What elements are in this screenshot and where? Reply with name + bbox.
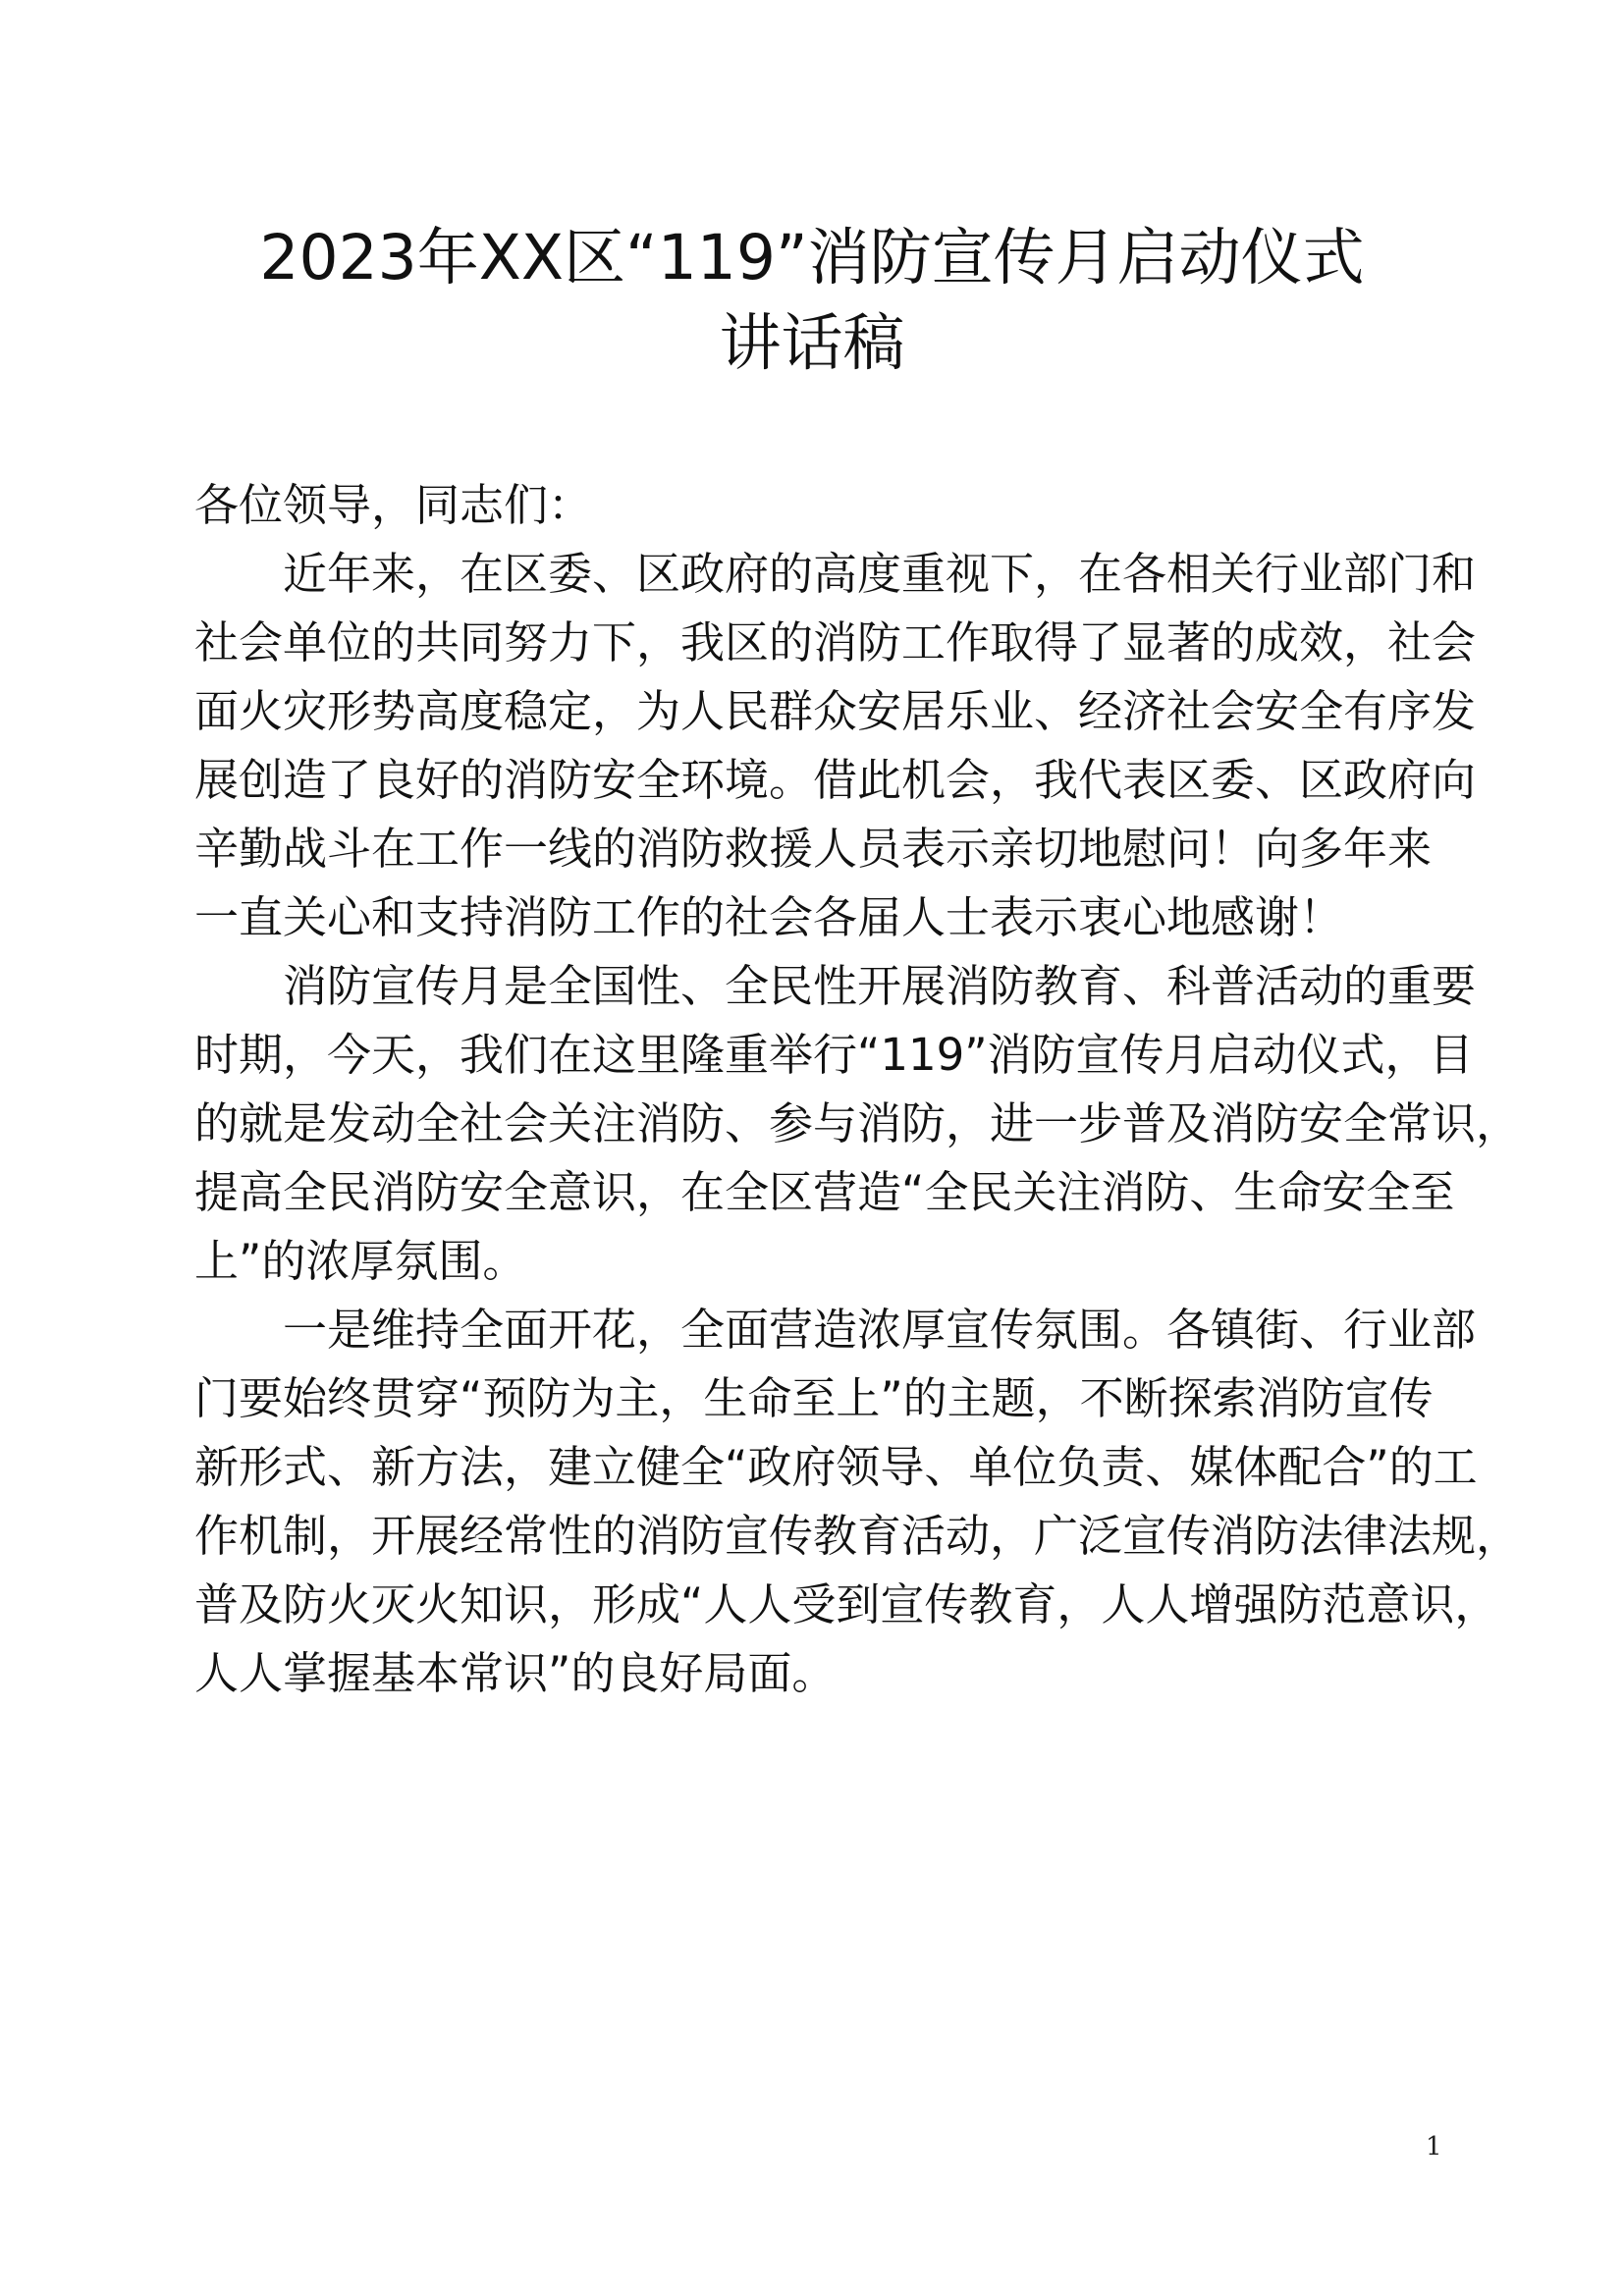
paragraph-1 (194, 540, 1477, 952)
paragraph-line: 时期，今天，我们在这里隆重举行“119”消防宣传月启动仪式，目 (194, 1029, 1474, 1081)
paragraph-line: 展创造了良好的消防安全环境。借此机会，我代表区委、区政府向 (194, 754, 1477, 806)
paragraph-line: 普及防火灭火知识，形成“人人受到宣传教育，人人增强防范意识， (194, 1578, 1499, 1630)
paragraph-3 (194, 1296, 1521, 1708)
paragraph-line: 提高全民消防安全意识，在全区营造“全民关注消防、生命安全至 (194, 1166, 1455, 1218)
document-title-line-2: 讲话稿 (719, 307, 905, 379)
greeting: 各位领导，同志们： (194, 479, 593, 531)
paragraph-line: 上”的浓厚氛围。 (194, 1235, 527, 1287)
paragraph-2 (194, 952, 1521, 1296)
paragraph-line: 新形式、新方法，建立健全“政府领导、单位负责、媒体配合”的工 (194, 1441, 1478, 1493)
paragraph-line: 一直关心和支持消防工作的社会各届人士表示衷心地感谢！ (194, 891, 1344, 943)
paragraph-line: 作机制，开展经常性的消防宣传教育活动，广泛宣传消防法律法规， (194, 1510, 1521, 1562)
paragraph-line: 人人掌握基本常识”的良好局面。 (194, 1647, 837, 1699)
document-body (194, 471, 1521, 1708)
paragraph-line: 辛勤战斗在工作一线的消防救援人员表示亲切地慰问！向多年来 (194, 823, 1433, 875)
page-number: 1 (1426, 2132, 1442, 2162)
paragraph-line: 消防宣传月是全国性、全民性开展消防教育、科普活动的重要 (283, 960, 1477, 1012)
paragraph-line: 门要始终贯穿“预防为主，生命至上”的主题，不断探索消防宣传 (194, 1372, 1434, 1424)
paragraph-line: 的就是发动全社会关注消防、参与消防，进一步普及消防安全常识， (194, 1097, 1521, 1149)
document-title-line-1: 2023年XX区“119”消防宣传月启动仪式 (259, 222, 1365, 294)
paragraph-line: 面火灾形势高度稳定，为人民群众安居乐业、经济社会安全有序发 (194, 685, 1477, 737)
paragraph-line: 社会单位的共同努力下，我区的消防工作取得了显著的成效，社会 (194, 616, 1477, 668)
paragraph-line: 近年来，在区委、区政府的高度重视下，在各相关行业部门和 (283, 548, 1477, 600)
paragraph-line: 一是维持全面开花，全面营造浓厚宣传氛围。各镇街、行业部 (283, 1304, 1477, 1356)
